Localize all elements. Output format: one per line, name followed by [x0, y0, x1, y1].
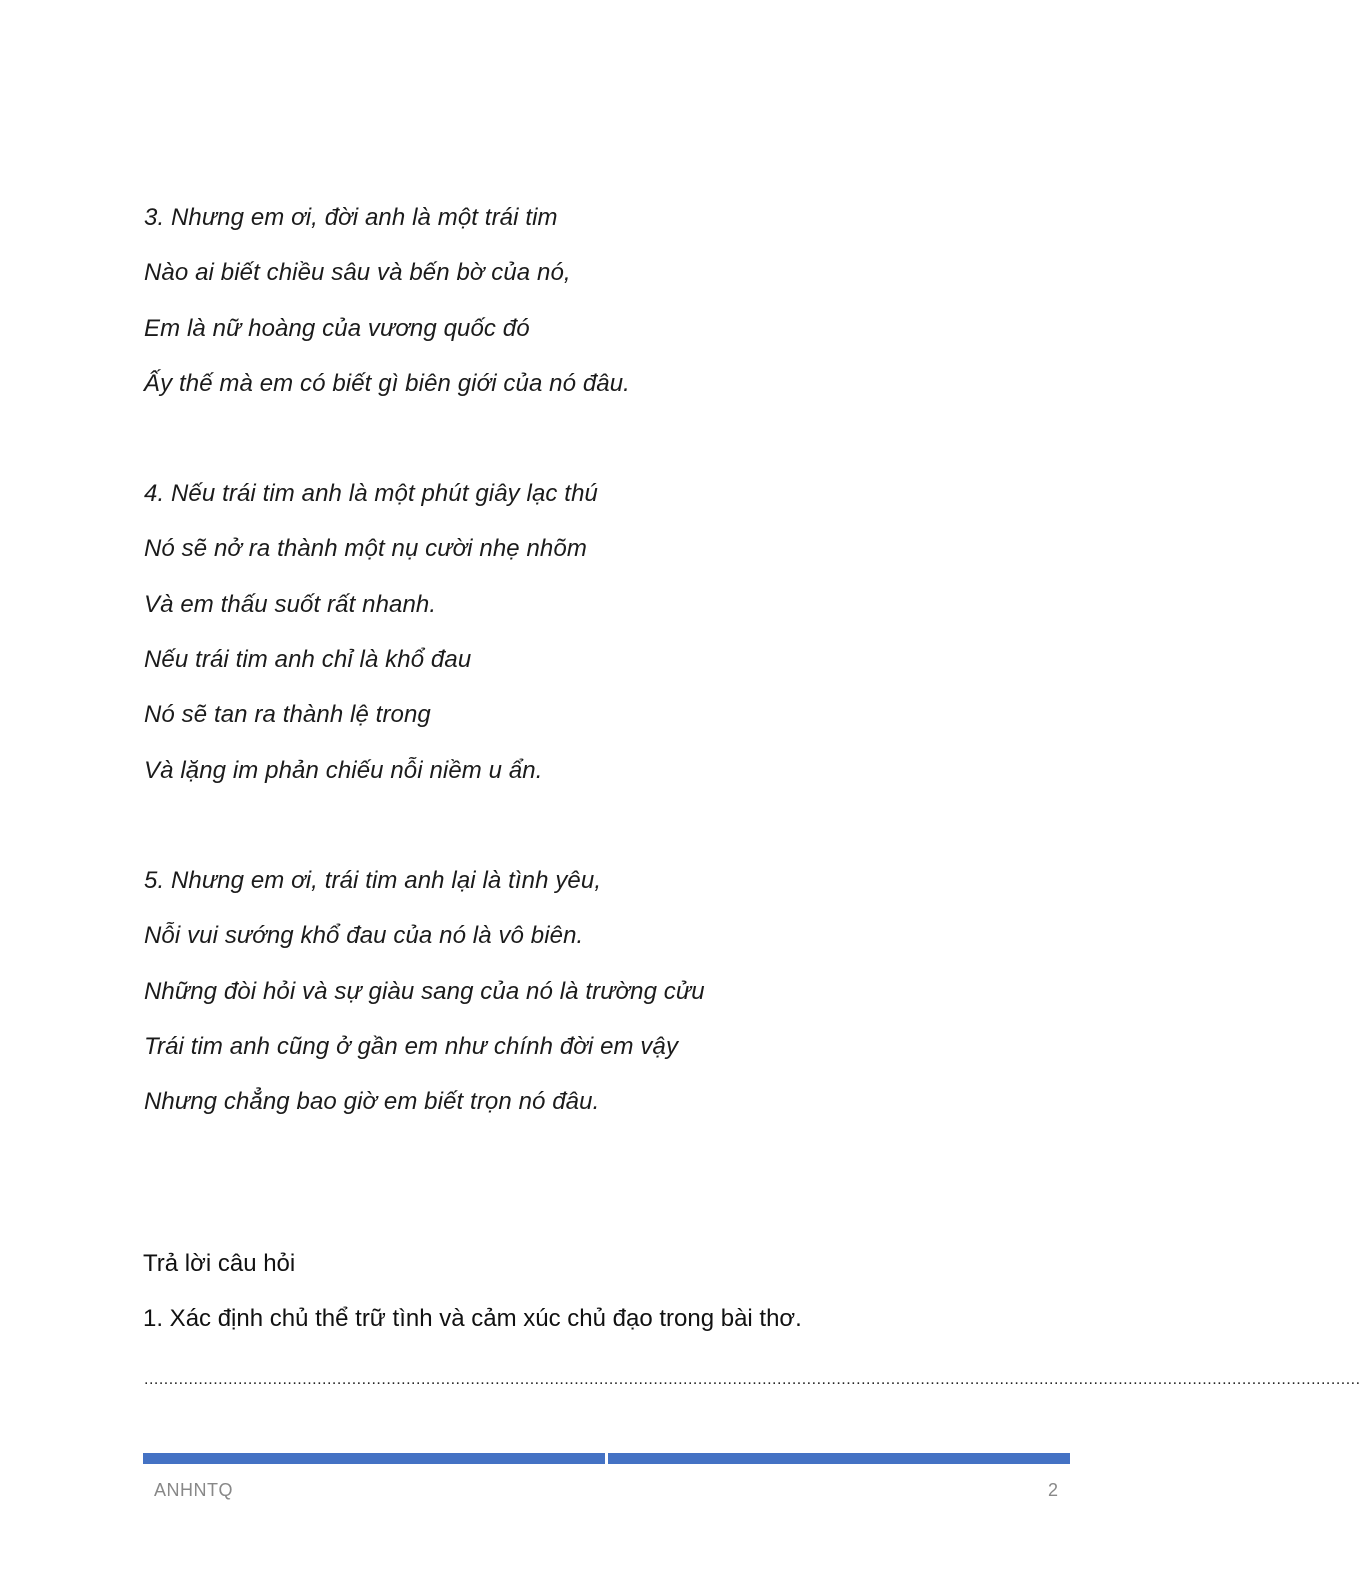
poem-line: Nhưng chẳng bao giờ em biết trọn nó đâu. — [144, 1088, 600, 1116]
stanza-3 — [144, 190, 1084, 411]
poem-line: Nó sẽ tan ra thành lệ trong — [144, 701, 431, 729]
poem-line: 4. Nếu trái tim anh là một phút giây lạc thú — [144, 480, 598, 508]
question-item: 1. Xác định chủ thể trữ tình và cảm xúc chủ đạo trong bài thơ. — [143, 1305, 802, 1332]
questions-section — [143, 1242, 1083, 1341]
poem-line: Nếu trái tim anh chỉ là khổ đau — [144, 646, 472, 674]
footer-author: ANHNTQ — [154, 1480, 233, 1500]
poem-line: Nỗi vui sướng khổ đau của nó là vô biên. — [144, 922, 584, 950]
stanza-4 — [144, 466, 1084, 798]
footer-bar-right — [608, 1453, 1070, 1464]
poem-line: 5. Nhưng em ơi, trái tim anh lại là tình yêu, — [144, 866, 602, 894]
poem-line: Ấy thế mà em có biết gì biên giới của nó đâu. — [144, 369, 630, 397]
poem-line: Những đòi hỏi và sự giàu sang của nó là trường cửu — [144, 977, 705, 1005]
questions-heading: Trả lời câu hỏi — [143, 1250, 296, 1277]
poem-line: 3. Nhưng em ơi, đời anh là một trái tim — [144, 204, 558, 231]
stanza-5 — [144, 853, 1084, 1129]
poem — [144, 190, 1084, 1184]
footer-bar-left — [143, 1453, 605, 1464]
poem-line: Và em thấu suốt rất nhanh. — [144, 590, 437, 618]
poem-line: Em là nữ hoàng của vương quốc đó — [144, 314, 530, 342]
poem-line: Và lặng im phản chiếu nỗi niềm u ẩn. — [144, 756, 543, 784]
poem-line: Trái tim anh cũng ở gần em như chính đời em vậy — [144, 1032, 679, 1060]
page-number: 2 — [1047, 1480, 1058, 1500]
poem-line: Nó sẽ nở ra thành một nụ cười nhẹ nhõm — [144, 535, 587, 563]
answer-line: ...................................................................................................................................................................................................................................................... — [144, 1371, 1361, 1388]
poem-line: Nào ai biết chiều sâu và bến bờ của nó, — [144, 259, 571, 287]
